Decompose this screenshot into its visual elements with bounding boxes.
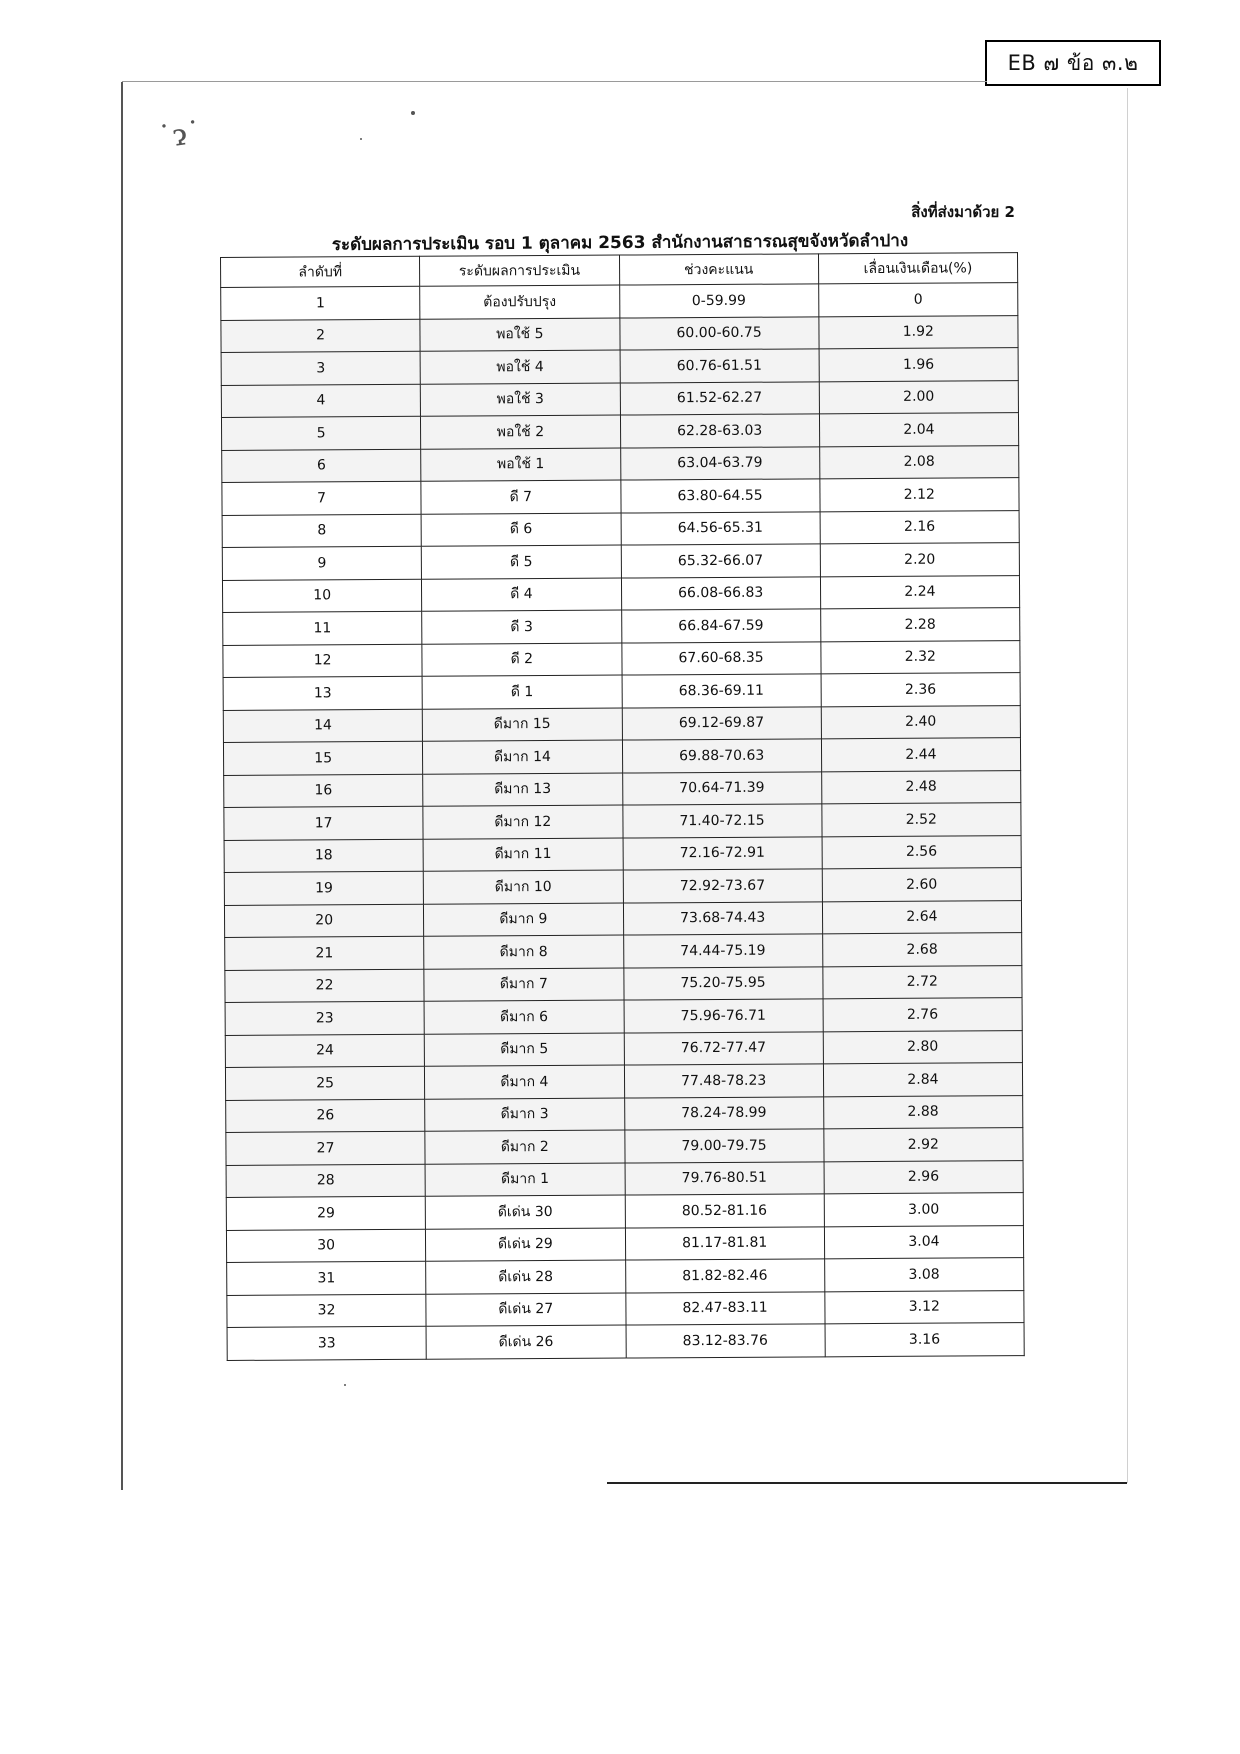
cell-level: ดี 7	[421, 480, 620, 514]
scan-edge-bottom	[607, 1482, 1127, 1484]
cell-score-range: 75.96-76.71	[624, 999, 823, 1033]
cell-order: 1	[221, 286, 420, 320]
cell-salary-raise: 2.16	[820, 510, 1019, 544]
table-header-row	[221, 253, 1018, 288]
cell-order: 14	[223, 709, 422, 743]
cell-level: ต้องปรับปรุง	[420, 285, 619, 319]
cell-level: ดีมาก 10	[424, 870, 623, 904]
cell-order: 16	[224, 774, 423, 808]
cell-level: ดีมาก 7	[424, 968, 623, 1002]
cell-order: 2	[221, 319, 420, 353]
cell-order: 5	[221, 416, 420, 450]
cell-salary-raise: 2.88	[823, 1095, 1022, 1129]
cell-salary-raise: 2.44	[821, 738, 1020, 772]
cell-salary-raise: 2.60	[822, 868, 1021, 902]
cell-salary-raise: 2.84	[823, 1063, 1022, 1097]
cell-salary-raise: 2.12	[820, 478, 1019, 512]
cell-level: ดีมาก 8	[424, 935, 623, 969]
cell-score-range: 62.28-63.03	[620, 414, 819, 448]
cell-level: พอใช้ 1	[421, 448, 620, 482]
cell-score-range: 77.48-78.23	[624, 1064, 823, 1098]
cell-salary-raise: 1.92	[819, 315, 1018, 349]
cell-order: 6	[222, 449, 421, 483]
cell-salary-raise: 2.28	[820, 608, 1019, 642]
table-body	[221, 283, 1025, 1360]
cell-level: ดีมาก 5	[424, 1033, 623, 1067]
cell-salary-raise: 2.92	[824, 1128, 1023, 1162]
cell-salary-raise: 2.48	[821, 770, 1020, 804]
cell-score-range: 72.16-72.91	[623, 836, 822, 870]
cell-level: พอใช้ 4	[420, 350, 619, 384]
cell-salary-raise: 2.32	[821, 640, 1020, 674]
assessment-table	[220, 252, 1025, 1360]
cell-score-range: 80.52-81.16	[625, 1194, 824, 1228]
cell-level: ดีเด่น 28	[426, 1260, 625, 1294]
cell-order: 11	[223, 611, 422, 645]
table-row	[221, 315, 1018, 352]
cell-score-range: 75.20-75.95	[623, 966, 822, 1000]
cell-score-range: 70.64-71.39	[622, 771, 821, 805]
cell-salary-raise: 2.72	[823, 965, 1022, 999]
cell-salary-raise: 2.80	[823, 1030, 1022, 1064]
column-header-salary-raise: เลื่อนเงินเดือน(%)	[818, 253, 1017, 284]
table-row	[221, 380, 1018, 417]
table-row	[224, 900, 1021, 937]
table-row	[226, 1095, 1023, 1132]
cell-order: 25	[225, 1066, 424, 1100]
cell-score-range: 60.00-60.75	[619, 316, 818, 350]
cell-order: 9	[222, 546, 421, 580]
cell-score-range: 83.12-83.76	[626, 1324, 825, 1358]
cell-order: 21	[225, 936, 424, 970]
table-row	[223, 640, 1020, 677]
cell-order: 19	[224, 871, 423, 905]
cell-order: 31	[227, 1261, 426, 1295]
cell-level: ดี 4	[422, 578, 621, 612]
table-row	[225, 1030, 1022, 1067]
scan-edge-left	[121, 82, 123, 1490]
cell-salary-raise: 3.04	[824, 1225, 1023, 1259]
cell-score-range: 66.08-66.83	[621, 576, 820, 610]
cell-order: 22	[225, 969, 424, 1003]
document-title: ระดับผลการประเมิน รอบ 1 ตุลาคม 2563 สำนักงานสาธารณสุขจังหวัดลำปาง	[331, 230, 909, 256]
cell-order: 29	[226, 1196, 425, 1230]
cell-score-range: 64.56-65.31	[621, 511, 820, 545]
cell-order: 23	[225, 1001, 424, 1035]
table-row	[227, 1290, 1024, 1327]
assessment-table-container	[220, 252, 1025, 1360]
cell-salary-raise: 3.00	[824, 1193, 1023, 1227]
cell-level: ดีมาก 1	[425, 1163, 624, 1197]
cell-level: ดีมาก 2	[425, 1130, 624, 1164]
cell-level: ดีมาก 14	[423, 740, 622, 774]
cell-level: พอใช้ 3	[421, 383, 620, 417]
table-row	[222, 510, 1019, 547]
cell-score-range: 79.76-80.51	[625, 1161, 824, 1195]
table-row	[222, 445, 1019, 482]
table-row	[226, 1160, 1023, 1197]
cell-score-range: 76.72-77.47	[624, 1031, 823, 1065]
cell-order: 18	[224, 839, 423, 873]
cell-level: ดีเด่น 30	[425, 1195, 624, 1229]
table-row	[221, 413, 1018, 450]
table-row	[225, 933, 1022, 970]
cell-salary-raise: 3.12	[825, 1290, 1024, 1324]
table-row	[222, 575, 1019, 612]
scan-edge-top	[122, 81, 987, 82]
cell-order: 24	[225, 1034, 424, 1068]
table-row	[224, 770, 1021, 807]
cell-order: 26	[226, 1099, 425, 1133]
cell-score-range: 69.88-70.63	[622, 739, 821, 773]
cell-salary-raise: 2.52	[822, 803, 1021, 837]
cell-salary-raise: 2.40	[821, 705, 1020, 739]
cell-salary-raise: 2.24	[820, 575, 1019, 609]
cell-order: 32	[227, 1294, 426, 1328]
table-row	[223, 673, 1020, 710]
cell-salary-raise: 1.96	[819, 348, 1018, 382]
cell-salary-raise: 2.20	[820, 543, 1019, 577]
cell-order: 20	[224, 904, 423, 938]
column-header-score-range: ช่วงคะแนน	[619, 254, 818, 285]
table-row	[222, 478, 1019, 515]
table-row	[223, 705, 1020, 742]
table-row	[227, 1323, 1024, 1360]
cell-level: ดี 6	[421, 513, 620, 547]
cell-level: ดีมาก 9	[424, 903, 623, 937]
cell-score-range: 73.68-74.43	[623, 901, 822, 935]
table-row	[223, 738, 1020, 775]
cell-salary-raise: 2.56	[822, 835, 1021, 869]
cell-order: 4	[221, 384, 420, 418]
cell-level: ดีมาก 13	[423, 773, 622, 807]
cell-level: ดีมาก 11	[423, 838, 622, 872]
cell-score-range: 66.84-67.59	[621, 609, 820, 643]
table-row	[225, 1063, 1022, 1100]
cell-salary-raise: 0	[818, 283, 1017, 317]
table-row	[226, 1225, 1023, 1262]
cell-order: 8	[222, 514, 421, 548]
cell-order: 12	[223, 644, 422, 678]
cell-order: 28	[226, 1164, 425, 1198]
table-row	[222, 543, 1019, 580]
cell-level: ดี 1	[422, 675, 621, 709]
cell-score-range: 81.82-82.46	[625, 1259, 824, 1293]
document-reference-label: EB ๗ ข้อ ๓.๒	[985, 40, 1161, 86]
table-row	[223, 608, 1020, 645]
cell-score-range: 0-59.99	[619, 284, 818, 318]
cell-level: ดีมาก 6	[424, 1000, 623, 1034]
cell-order: 15	[223, 741, 422, 775]
handwritten-mark: ˙ɂ˙	[155, 115, 205, 156]
cell-level: ดีมาก 12	[423, 805, 622, 839]
cell-score-range: 74.44-75.19	[623, 934, 822, 968]
scan-speck	[360, 138, 362, 140]
scan-speck	[411, 111, 415, 115]
cell-level: ดีมาก 3	[425, 1098, 624, 1132]
cell-score-range: 61.52-62.27	[620, 381, 819, 415]
cell-order: 27	[226, 1131, 425, 1165]
cell-score-range: 69.12-69.87	[622, 706, 821, 740]
cell-order: 10	[222, 579, 421, 613]
cell-score-range: 71.40-72.15	[622, 804, 821, 838]
cell-order: 3	[221, 351, 420, 385]
cell-score-range: 78.24-78.99	[624, 1096, 823, 1130]
scan-edge-right	[1127, 88, 1128, 1483]
cell-order: 13	[223, 676, 422, 710]
cell-salary-raise: 2.08	[819, 445, 1018, 479]
table-row	[226, 1193, 1023, 1230]
cell-salary-raise: 2.76	[823, 998, 1022, 1032]
cell-salary-raise: 2.68	[822, 933, 1021, 967]
cell-order: 30	[226, 1229, 425, 1263]
table-row	[225, 965, 1022, 1002]
cell-level: พอใช้ 2	[421, 415, 620, 449]
cell-salary-raise: 2.64	[822, 900, 1021, 934]
cell-score-range: 82.47-83.11	[625, 1291, 824, 1325]
cell-level: ดีเด่น 29	[426, 1228, 625, 1262]
table-row	[221, 348, 1018, 385]
cell-score-range: 81.17-81.81	[625, 1226, 824, 1260]
cell-score-range: 63.80-64.55	[620, 479, 819, 513]
enclosure-note: สิ่งที่ส่งมาด้วย 2	[911, 203, 1015, 221]
scan-speck	[344, 1384, 346, 1386]
cell-salary-raise: 2.96	[824, 1160, 1023, 1194]
cell-salary-raise: 2.00	[819, 380, 1018, 414]
cell-score-range: 65.32-66.07	[621, 544, 820, 578]
cell-order: 33	[227, 1326, 426, 1360]
column-header-order: ลำดับที่	[221, 256, 420, 287]
cell-order: 17	[224, 806, 423, 840]
cell-level: ดีมาก 15	[423, 708, 622, 742]
cell-level: ดีมาก 4	[425, 1065, 624, 1099]
cell-score-range: 60.76-61.51	[620, 349, 819, 383]
cell-score-range: 67.60-68.35	[621, 641, 820, 675]
cell-score-range: 68.36-69.11	[622, 674, 821, 708]
table-row	[227, 1258, 1024, 1295]
cell-score-range: 79.00-79.75	[624, 1129, 823, 1163]
cell-score-range: 63.04-63.79	[620, 446, 819, 480]
table-row	[224, 803, 1021, 840]
table-row	[225, 998, 1022, 1035]
cell-order: 7	[222, 481, 421, 515]
cell-salary-raise: 3.08	[824, 1258, 1023, 1292]
table-row	[224, 868, 1021, 905]
cell-level: ดี 5	[422, 545, 621, 579]
cell-salary-raise: 2.04	[819, 413, 1018, 447]
cell-level: ดี 2	[422, 643, 621, 677]
cell-level: ดีเด่น 27	[426, 1293, 625, 1327]
table-row	[224, 835, 1021, 872]
cell-salary-raise: 2.36	[821, 673, 1020, 707]
cell-score-range: 72.92-73.67	[623, 869, 822, 903]
cell-level: พอใช้ 5	[420, 318, 619, 352]
cell-level: ดีเด่น 26	[426, 1325, 625, 1359]
cell-salary-raise: 3.16	[825, 1323, 1024, 1357]
table-row	[221, 283, 1018, 320]
column-header-level: ระดับผลการประเมิน	[420, 255, 619, 286]
cell-level: ดี 3	[422, 610, 621, 644]
table-row	[226, 1128, 1023, 1165]
